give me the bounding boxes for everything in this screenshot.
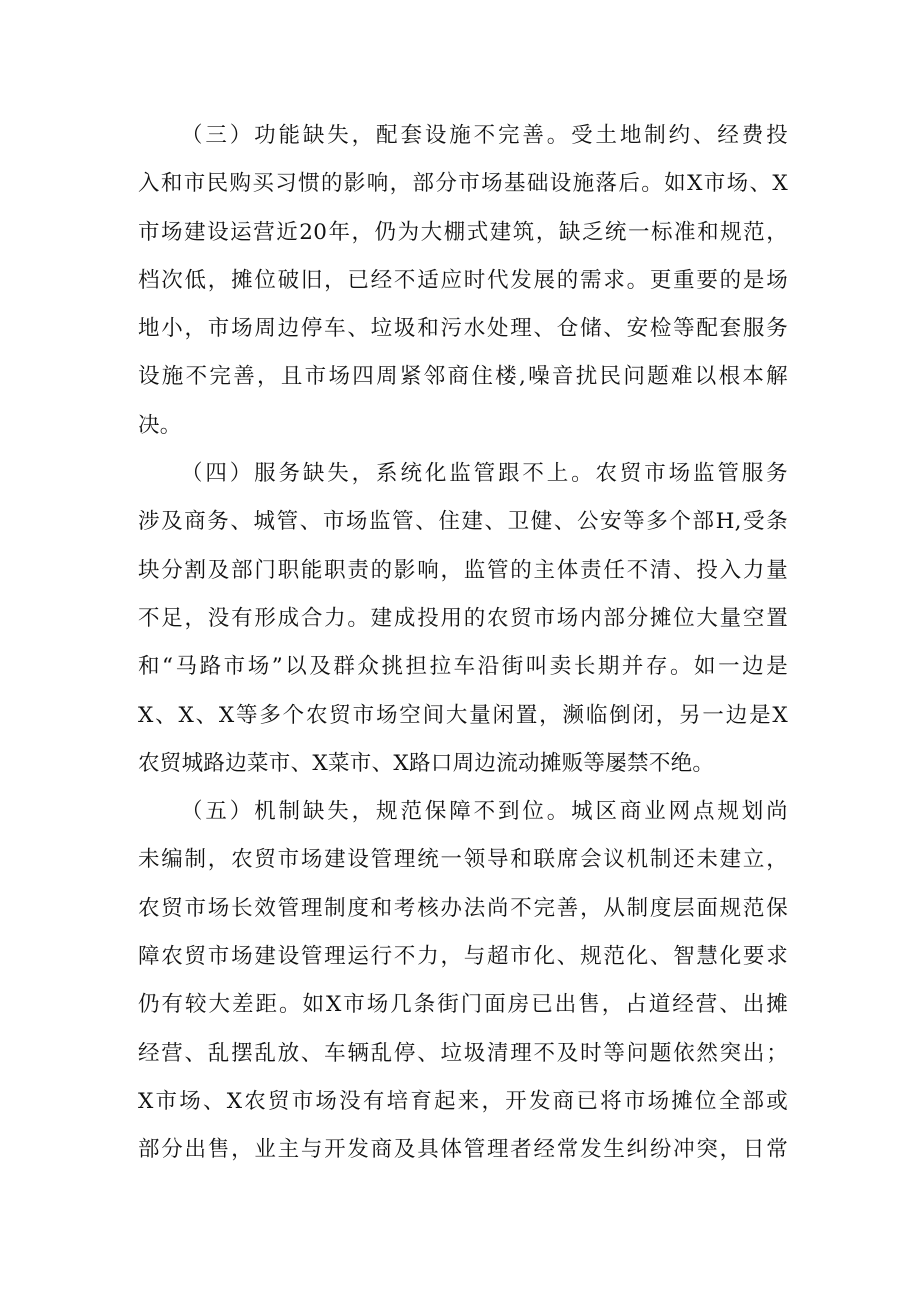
paragraph-line: X市场、X农贸市场没有培育起来，开发商已将市场摊位全部或	[138, 1088, 788, 1114]
document-body	[138, 112, 788, 1175]
paragraph-line: 入和市民购买习惯的影响，部分市场基础设施落后。如X市场、X	[138, 171, 788, 197]
paragraph-line: X、X、X等多个农贸市场空间大量闲置，濒临倒闭，另一边是X	[138, 702, 788, 728]
paragraph-section-4	[138, 450, 788, 788]
paragraph-line: （五）机制缺失，规范保障不到位。城区商业网点规划尚	[181, 799, 788, 825]
paragraph-line: （四）服务缺失，系统化监管跟不上。农贸市场监管服务	[181, 461, 788, 487]
paragraph-line: 档次低，摊位破旧，已经不适应时代发展的需求。更重要的是场	[138, 267, 788, 293]
paragraph-line: 市场建设运营近20年，仍为大棚式建筑，缺乏统一标准和规范，	[138, 219, 788, 245]
paragraph-line: 农贸城路边菜市、X菜市、X路口周边流动摊贩等屡禁不绝。	[138, 750, 715, 776]
paragraph-section-3	[138, 112, 788, 450]
paragraph-line: 未编制，农贸市场建设管理统一领导和联席会议机制还未建立，	[138, 847, 788, 873]
paragraph-line: 农贸市场长效管理制度和考核办法尚不完善，从制度层面规范保	[138, 895, 788, 921]
paragraph-line: 经营、乱摆乱放、车辆乱停、垃圾清理不及时等问题依然突出；	[138, 1040, 788, 1066]
paragraph-line: 块分割及部门职能职责的影响，监管的主体责任不清、投入力量	[138, 557, 788, 583]
paragraph-line: 决。	[138, 412, 182, 438]
paragraph-line: 障农贸市场建设管理运行不力，与超市化、规范化、智慧化要求	[138, 944, 788, 970]
paragraph-line: 不足，没有形成合力。建成投用的农贸市场内部分摊位大量空置	[138, 605, 788, 631]
paragraph-line: （三）功能缺失，配套设施不完善。受土地制约、经费投	[181, 123, 788, 148]
paragraph-line: 仍有较大差距。如X市场几条街门面房已出售，占道经营、出摊	[138, 992, 788, 1018]
paragraph-line: 地小，市场周边停车、垃圾和污水处理、仓储、安检等配套服务	[138, 316, 788, 342]
paragraph-line: 部分出售，业主与开发商及具体管理者经常发生纠纷冲突，日常	[138, 1137, 788, 1163]
paragraph-line: 涉及商务、城管、市场监管、住建、卫健、公安等多个部H,受条	[138, 509, 788, 535]
paragraph-section-5	[138, 788, 788, 1174]
paragraph-line: 和“马路市场”以及群众挑担拉车沿街叫卖长期并存。如一边是	[138, 654, 788, 680]
paragraph-line: 设施不完善，且市场四周紧邻商住楼,噪音扰民问题难以根本解	[138, 364, 788, 390]
